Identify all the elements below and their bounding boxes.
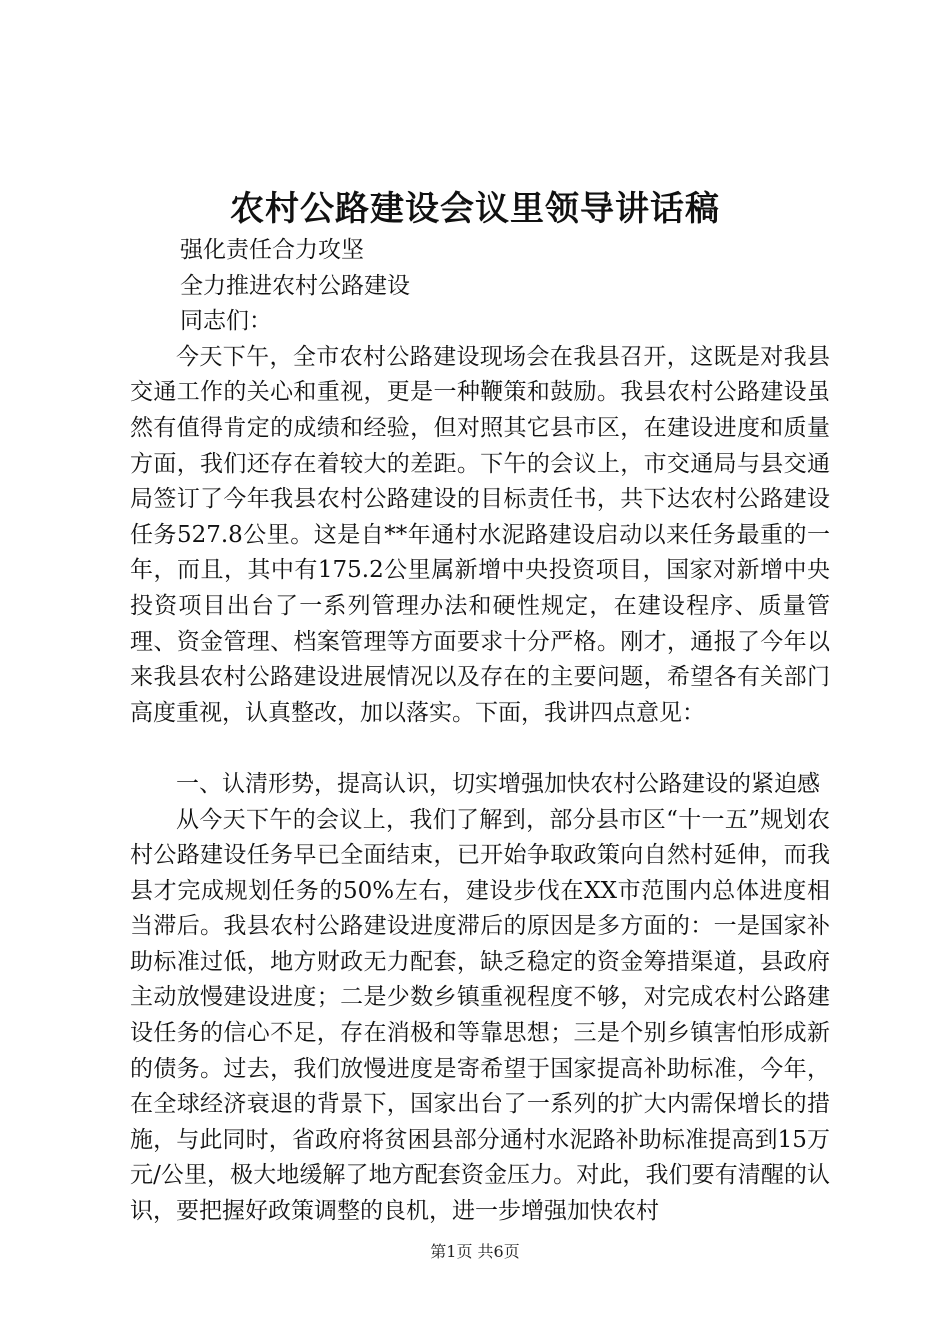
paragraph-section-1: 从今天下午的会议上，我们了解到，部分县市区“十一五”规划农村公路建设任务早已全面结束，已开始争取政策向自然村延伸，而我县才完成规划任务的50%左右，建设步伐在XX市范围内总体进度相当滞后。我县农村公路建设进度滞后的原因是多方面的：一是国家补助标准过低，地方财政无力配套，缺乏稳定的资金筹措渠道，县政府主动放慢建设进度；二是少数乡镇重视程度不够，对完成农村公路建设任务的信心不足，存在消极和等靠思想；三是个别乡镇害怕形成新的债务。过去，我们放慢进度是寄希望于国家提高补助标准，今年，在全球经济衰退的背景下，国家出台了一系列的扩大内需保增长的措施，与此同时，省政府将贫困县部分通村水泥路补助标准提高到15万元/公里，极大地缓解了地方配套资金压力。对此，我们要有清醒的认识，要把握好政策调整的良机，进一步增强加快农村 xyxy=(130,806,830,1225)
document-title: 农村公路建设会议里领导讲话稿 xyxy=(230,189,720,229)
document-body xyxy=(130,233,830,1230)
subtitle-line-2: 全力推进农村公路建设 xyxy=(180,272,410,299)
page-footer: 第1页 共6页 xyxy=(430,1242,520,1261)
section-heading-1: 一、认清形势，提高认识，切实增强加快农村公路建设的紧迫感 xyxy=(176,770,820,797)
subtitle-line-1: 强化责任合力攻坚 xyxy=(180,237,364,263)
salutation: 同志们： xyxy=(180,308,272,335)
paragraph-intro: 今天下午，全市农村公路建设现场会在我县召开，这既是对我县交通工作的关心和重视，更是一种鞭策和鼓励。我县农村公路建设虽然有值得肯定的成绩和经验，但对照其它县市区，在建设进度和质量方面，我们还存在着较大的差距。下午的会议上，市交通局与县交通局签订了今年我县农村公路建设的目标责任书，共下达农村公路建设任务527.8公里。这是自**年通村水泥路建设启动以来任务最重的一年，而且，其中有175.2公里属新增中央投资项目，国家对新增中央投资项目出台了一系列管理办法和硬性规定，在建设程序、质量管理、资金管理、档案管理等方面要求十分严格。刚才，通报了今年以来我县农村公路建设进展情况以及存在的主要问题，希望各有关部门高度重视，认真整改，加以落实。下面，我讲四点意见： xyxy=(130,343,830,726)
paragraph-spacer xyxy=(130,731,830,767)
